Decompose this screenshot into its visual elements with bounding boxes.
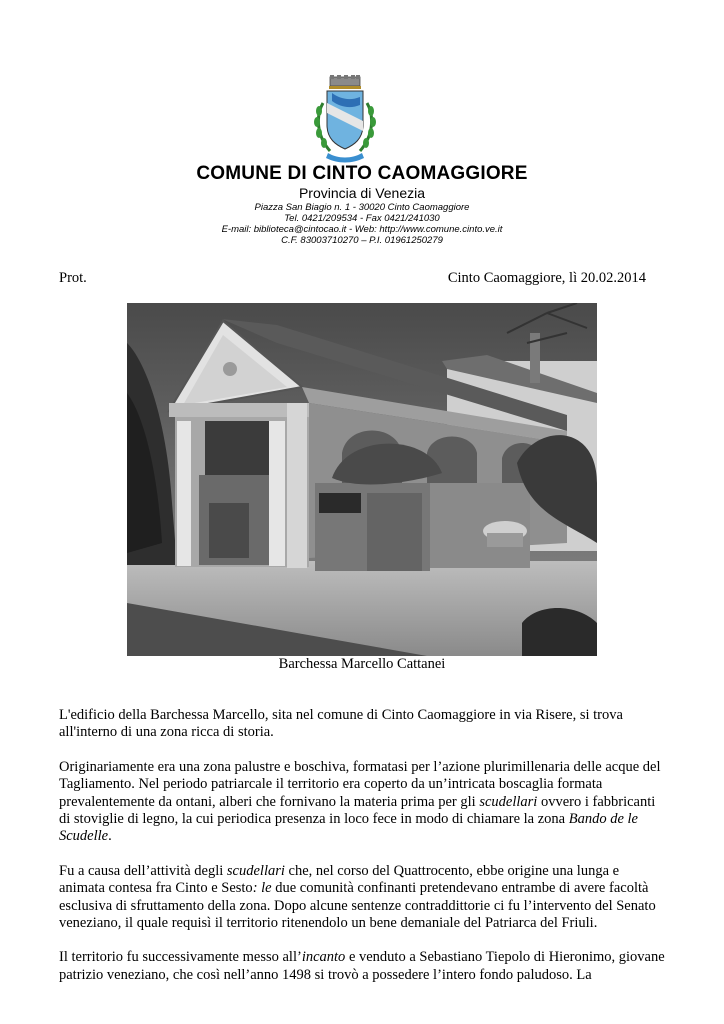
body-text [59, 707, 665, 1001]
paragraph-1-text: L'edificio della Barchessa Marcello, sita nel comune di Cinto Caomaggiore in via Risere, si trova all'interno di una zona ricca di storia. [59, 707, 623, 741]
paragraph-4-italic-term-1: incanto [301, 949, 346, 966]
province-line: Provincia di Venezia [298, 185, 426, 201]
phone-fax-line: Tel. 0421/209534 - Fax 0421/241030 [284, 213, 440, 224]
paragraph-2-italic-term-2: Bando de le Scudelle [59, 811, 638, 845]
coat-of-arms-emblem [310, 75, 380, 165]
paragraph-2-italic-term-1: scudellari [479, 793, 538, 810]
paragraph-1 [59, 707, 665, 742]
paragraph-2-text-c: . [108, 828, 112, 845]
paragraph-4-text-a: Il territorio fu successivamente messo all’ [59, 949, 302, 966]
paragraph-4-text-b: e venduto a Sebastiano Tiepolo di Hieronimo, giovane patrizio veneziano, che così nell’anno 1498 si trovò a possedere l’intero fondo paludoso. La [59, 949, 665, 983]
paragraph-2 [59, 759, 665, 846]
municipality-title: COMUNE DI CINTO CAOMAGGIORE [196, 163, 528, 184]
paragraph-4 [59, 949, 665, 984]
paragraph-3-italic-term-1: scudellari [226, 862, 285, 879]
letter-date: Cinto Caomaggiore, lì 20.02.2014 [447, 270, 646, 286]
paragraph-3 [59, 863, 665, 933]
email-web-line: E-mail: biblioteca@cintocao.it - Web: http://www.comune.cinto.ve.it [221, 224, 503, 235]
paragraph-2-text-b: ovvero i fabbricanti di stoviglie di legno, la cui periodica presenza in loco fece in modo di chiamare la zona [59, 793, 656, 828]
fiscal-code-line: C.F. 83003710270 – P.I. 01961250279 [281, 235, 443, 246]
photo-caption: Barchessa Marcello Cattanei [278, 656, 446, 672]
barchessa-photo [127, 303, 597, 656]
paragraph-3-text-b: che, nel corso del Quattrocento, ebbe origine una lunga e animata contesa fra Cinto e Sesto [59, 862, 620, 897]
paragraph-3-italic-term-2: : le [252, 880, 272, 897]
paragraph-2-text-a: Originariamente era una zona palustre e boschiva, formatasi per l’azione plurimillenaria delle acque del Tagliamento. Nel periodo patriarcale il territorio era coperto da un’intricata boscaglia formata prevalentemente da ontani, alberi che fornivano la materia prima per gli [59, 758, 661, 810]
paragraph-3-text-c: due comunità confinanti pretendevano entrambe di avere facoltà esclusiva di sfruttamento della zona. Dopo alcune sentenze contraddittorie ci fu l’intervento del Senato veneziano, il quale requisì il territorio ritenendolo un bene demaniale del Patriarca del Friuli. [59, 880, 656, 932]
address-line: Piazza San Biagio n. 1 - 30020 Cinto Caomaggiore [254, 202, 470, 213]
protocol-label: Prot. [59, 270, 87, 286]
paragraph-3-text-a: Fu a causa dell’attività degli [59, 862, 227, 879]
